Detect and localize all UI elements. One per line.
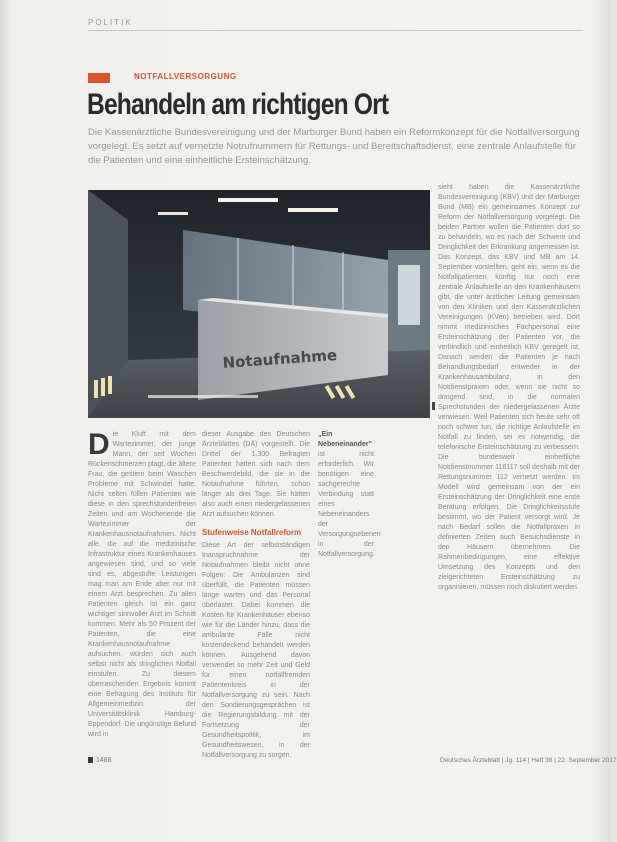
page-marker-icon: [88, 757, 93, 763]
article-deck: Die Kassenärztliche Bundesvereinigung und der Marburger Bund haben ein Reformkonzept für die Notfallversorgung vorgelegt. Es setzt auf vernetzte Notrufnummern für Rettungs- und Bereitschaftsdienst, eine zentrale Anlaufstelle für die Patienten und eine einheitliche Ersteinschätzung.: [88, 127, 580, 166]
article-column-3: [438, 183, 580, 750]
section-divider: [88, 30, 583, 31]
article-column-2: [202, 430, 310, 759]
article-kicker: NOTFALLVERSORGUNG: [134, 72, 237, 81]
publication-footer: Deutsches Ärzteblatt | Jg. 114 | Heft 38 | 22. September 2017: [440, 757, 617, 764]
notaufnahme-sign: Notaufnahme: [222, 346, 338, 372]
emergency-room-photo: [88, 190, 430, 418]
section-tag-marker: [88, 73, 110, 83]
pull-quote: [318, 430, 381, 560]
column-3-text: sieht haben die Kassenärztliche Bundesvereinigung (KBV) und der Marburger Bund (MB) ein gemeinsames Konzept zur Reform der Notfallversorgung vorgelegt. Die beiden Partner wollen die Patienten dort so zu behandeln, wo es nach der Schwere und Dringlichkeit der Erkrankung angemessen ist. Das Konzept, das KBV und MB am 14. September vorstellten, geht ein, wenn es die Notfallpatienten künftig nur noch eine zentrale Anlaufstelle an den Krankenhäusern gibt, die unter ärztlicher Leitung gemeinsam von den Kliniken und den Kassenärztlichen Vereinigungen (KVen) betrieben wird. Dort nimmt medizinisches Fachpersonal eine Ersteinschätzung der Patienten vor, die verbindlich und einheitlich KBV geregelt ist. Danach werden die Patienten je nach Behandlungsbedarf entweder in der Krankenhausambulanz, in den Notdienstpraxen oder, wenn sie nicht so dringend sind, in die normalen Sprechstunden der niedergelassenen Ärzte verwiesen. Weil Patienten sich heute sehr oft noch schwer tun, die richtige Anlaufstelle im Notfall zu finden, sei es notwendig, die telefonische Ersteinschätzung zu verbessern. Die bundesweit einheitliche Notdienstnummer 116117 soll deshalb mit der Rettungsnummer 112 vernetzt werden. Im Modell wird gemeinsam von der ein Ersteinschätzung der Dringlichkeit eine erste Beratung erfolgen. Die Dringlichkeitsstufe bestimmt, wo der Patient versorgt wird. Je nach Bedarf sollen die Notfallpraxen in definierten Zeiten auch Besuchsdienste in den Häusern übernehmen. Die Rahmenbedingungen, eine effektive Umsetzung des Konzepts und den zielgerichteten Ersteinschätzung zu organisieren, müssen noch diskutiert werden.: [438, 184, 580, 591]
margin-marker: [432, 402, 435, 410]
page-number: 1488: [88, 757, 112, 764]
article-title: Behandeln am richtigen Ort: [87, 88, 389, 121]
article-photo: [88, 190, 430, 418]
section-label: POLITIK: [88, 18, 133, 27]
column-2-text-continued: Diese Art der selbstständigen Inanspruchnahme der Notaufnahmen bleibt nicht ohne Folgen: Die Ambulanzen sind überfüllt, die Patienten müssen lange warten und das Personal überlastet. Dabei kommen die Kosten für Krankenhäuser ebenso wie für die Länder hinzu, dass die ambulante Fälle nicht kostendeckend behandelt werden können. Ausgehend davon verwendet so mehr Zeit und Geld für einen notfallfremden Patientenkreis in der Notfallversorgung zu sein. Nach den Sondierungsgesprächen ist die Regierungsbildung mit der Fortsetzung der Gesundheitspolitik, im Gesundheitswesen, in der Notfallversorgung zu sorgen.: [202, 542, 310, 759]
column-2-text: dieser Ausgabe des Deutschen Ärzteblattes (DÄ) vorgestellt. Die Drittel der 1.300 Befragten Patienten hatten sich nach dem Beschwerdebild, die sie in die Notaufnahme führten, schon länger als drei Tage. Sie hätten also auch einen niedergelassenen Arzt aufsuchen können.: [202, 431, 310, 518]
drop-cap: D: [88, 428, 110, 461]
article-column-1: [88, 430, 196, 750]
pull-quote-text: ist nicht erforderlich. Wir benötigen eine sachgerechte Verbindung statt eines Nebeneinanders der Versorgungsebenen in der Notfallversorgung.: [318, 451, 381, 558]
article-subheading: Stufenweise Notfallreform: [202, 528, 302, 537]
column-1-text: ie Kluft mit dem Wartezimmer, der junge Mann, der seit Wochen Rückenschmerzen plagt, die ältere Frau, die gestern beim Waschen Probleme mit Schwindel hatte. Nicht selten füllen Patienten wie diese in den sprechstundenfreien Zeiten und am Wochenende die Wartezimmer der Krankenhausnotaufnahmen. Nicht alle, die auf die medizinische Infrastruktur eines Krankenhauses angewiesen sind, und so viele sind es, abgestufte Leistungen mag man am Ende aber nur mit einem Arzt besprechen. Zu allen Patienten gleich ist ein ganz wichtiger sinnvoller Arzt im Schnitt kommen. Mehr als 50 Prozent der Patienten, die eine Krankenhausnotaufnahme aufsuchen, würden sich auch selbst nicht als dringlichen Notfall einstufen. Zu diesem überraschenden Ergebnis kommt eine Befragung des Instituts für Allgemeinmedizin der Universitätsklinik Hamburg-Eppendorf. Die ungünstige Befund wird in: [88, 431, 196, 738]
pull-quote-heading: „Ein Nebeneinander": [318, 431, 372, 448]
